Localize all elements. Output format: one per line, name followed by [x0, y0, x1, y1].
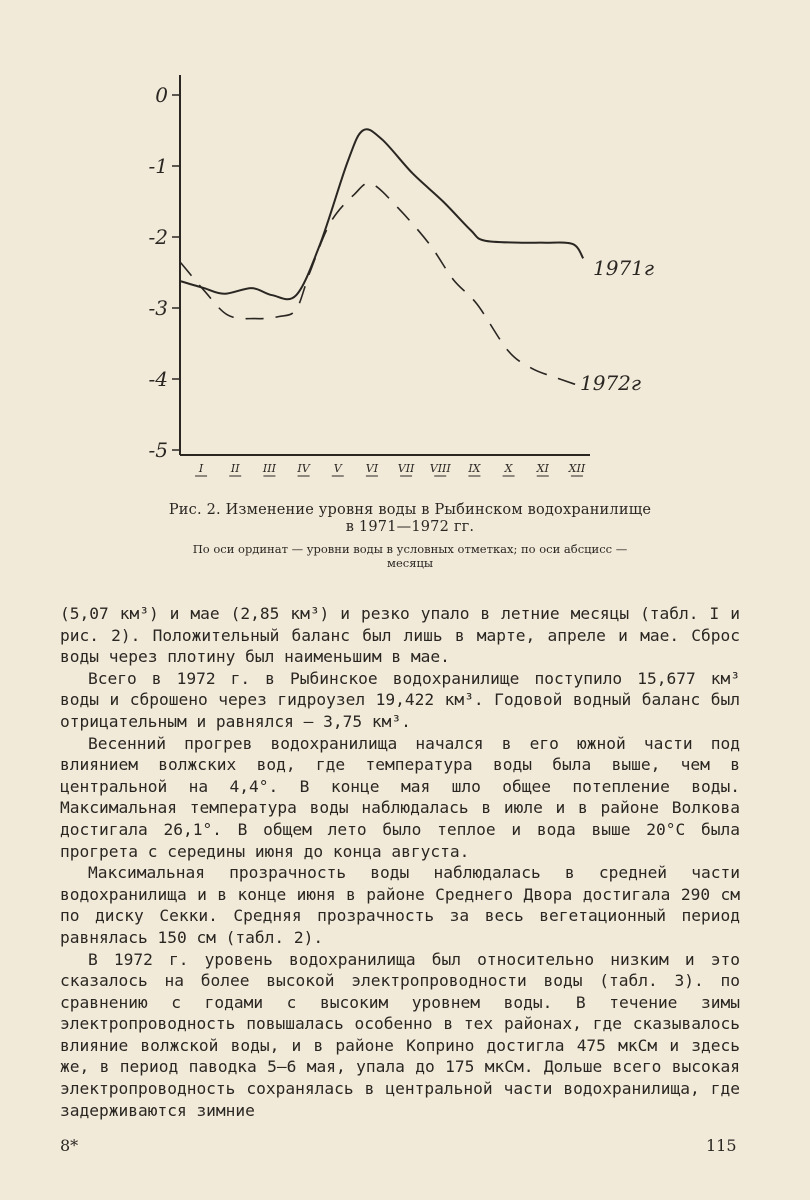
x-tick-label: XII	[568, 462, 586, 475]
x-tick-label: I	[198, 462, 204, 475]
series-line-1971	[180, 129, 583, 299]
signature-mark: 8*	[60, 1136, 79, 1155]
x-tick-label: II	[230, 462, 240, 475]
page-number: 115	[706, 1136, 737, 1155]
y-axis-ticks	[149, 83, 180, 462]
y-tick-label: -5	[148, 438, 168, 462]
series-line-1972	[180, 183, 576, 384]
x-tick-label: V	[333, 462, 342, 475]
figure-note	[120, 542, 700, 570]
body-text	[60, 603, 740, 1121]
y-tick-label: 0	[155, 83, 168, 107]
series-label-1972: 1972г	[580, 371, 642, 395]
y-tick-label: -3	[148, 296, 168, 320]
caption-title-line2: в 1971—1972 гг.	[345, 519, 475, 535]
x-axis-ticks	[195, 462, 586, 476]
paragraph-1: (5,07 км³) и мае (2,85 км³) и резко упало в летние месяцы (табл. I и рис. 2). Положительный баланс был лишь в марте, апреле и мае. Сброс воды через плотину был наименьшим в мае.	[60, 604, 740, 667]
paragraph-5: В 1972 г. уровень водохранилища был относительно низким и это сказалось на более высокой электропроводности воды (табл. 3). по сравнению с годами с высоким уровнем воды. В течение зимы электропроводность повышалась особенно в тех районах, где сказывалось влияние волжской воды, и в районе Коприно достигла 475 мкСм и здесь же, в период паводка 5—6 мая, упала до 175 мкСм. Дольше всего высокая электропроводность сохранялась в центральной части водохранилища, где задерживаются зимние	[60, 949, 740, 1120]
x-tick-label: IV	[297, 462, 310, 475]
caption-title-line1: Рис. 2. Изменение уровня воды в Рыбинском водохранилище	[168, 502, 652, 518]
caption-note-line1: По оси ординат — уровни воды в условных отметках; по оси абсцисс —	[192, 542, 628, 556]
paragraph-3: Весенний прогрев водохранилища начался в его южной части под влиянием волжских вод, где температура воды была выше, чем в центральной на 4,4°. В конце мая шло общее потепление воды. Максимальная температура воды наблюдалась в июле и в районе Волкова достигала 26,1°. В общем лето было теплое и вода выше 20°С была прогрета с середины июня до конца августа.	[60, 733, 740, 861]
y-tick-label: -4	[148, 367, 168, 391]
x-tick-label: VI	[365, 462, 379, 475]
caption-note-line2: месяцы	[387, 556, 433, 570]
y-tick-label: -2	[148, 225, 168, 249]
x-tick-label: III	[262, 462, 276, 475]
water-level-chart	[0, 0, 810, 500]
x-tick-label: XI	[536, 462, 549, 475]
paragraph-4: Максимальная прозрачность воды наблюдалась в средней части водохранилища и в конце июня в районе Среднего Двора достигала 290 см по диску Секки. Средняя прозрачность за весь вегетационный период равнялась 150 см (табл. 2).	[60, 863, 740, 947]
x-tick-label: X	[504, 462, 513, 475]
paragraph-2: Всего в 1972 г. в Рыбинское водохранилище поступило 15,677 км³ воды и сброшено через гидроузел 19,422 км³. Годовой водный баланс был отрицательным и равнялся — 3,75 км³.	[60, 668, 740, 731]
x-tick-label: VIII	[429, 462, 451, 475]
series-label-1971: 1971г	[593, 256, 655, 280]
x-tick-label: IX	[468, 462, 481, 475]
y-tick-label: -1	[148, 154, 168, 178]
x-tick-label: VII	[397, 462, 415, 475]
figure-caption	[120, 502, 700, 536]
